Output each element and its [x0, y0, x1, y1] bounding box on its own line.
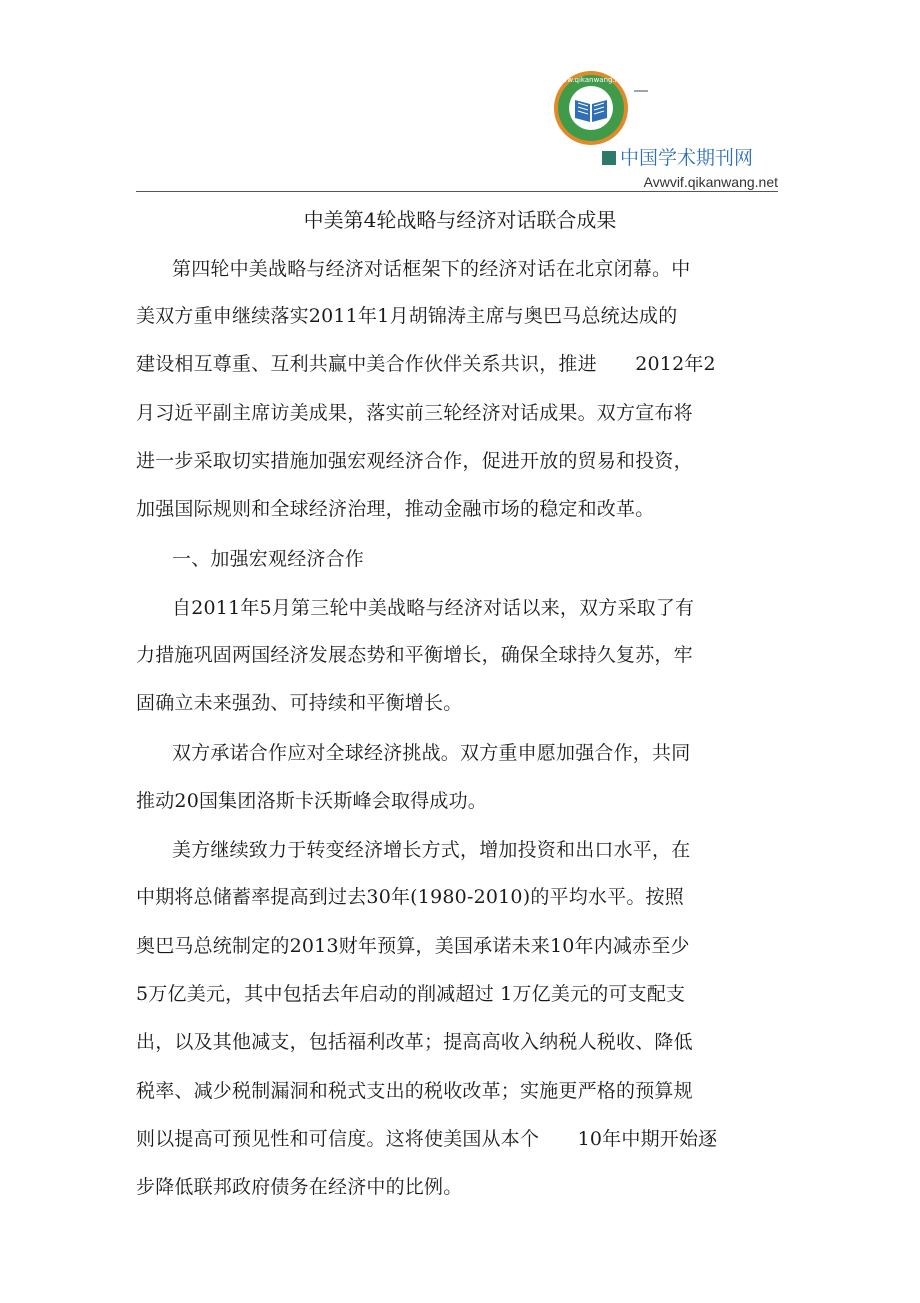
paragraph-line: 5万亿美元，其中包括去年启动的削减超过 1万亿美元的可支配支 — [136, 983, 686, 1005]
paragraph-line: 自2011年5月第三轮中美战略与经济对话以来，双方采取了有 — [172, 597, 695, 619]
site-name-square-icon — [602, 151, 616, 165]
paragraph-line: 美方继续致力于转变经济增长方式，增加投资和出口水平，在 — [172, 839, 691, 861]
paragraph-line: 力措施巩固两国经济发展态势和平衡增长，确保全球持久复苏，牢 — [136, 644, 693, 666]
paragraph-line: 第四轮中美战略与经济对话框架下的经济对话在北京闭幕。中 — [172, 258, 691, 280]
document-title: 中美第4轮战略与经济对话联合成果 — [303, 208, 617, 232]
svg-text:www.qikanwang.net: www.qikanwang.net — [555, 76, 627, 84]
section-heading: 一、加强宏观经济合作 — [172, 548, 365, 570]
paragraph-line: 则以提高可预见性和可信度。这将使美国从本个 10年中期开始逐 — [136, 1128, 718, 1150]
paragraph-line: 推动20国集团洛斯卡沃斯峰会取得成功。 — [136, 790, 487, 812]
site-name — [602, 146, 753, 170]
paragraph-line: 月习近平副主席访美成果，落实前三轮经济对话成果。双方宣布将 — [136, 402, 693, 424]
paragraph-line: 双方承诺合作应对全球经济挑战。双方重申愿加强合作，共同 — [172, 742, 691, 764]
paragraph-line: 中期将总储蓄率提高到过去30年(1980-2010)的平均水平。按照 — [136, 886, 684, 908]
paragraph-line: 步降低联邦政府债务在经济中的比例。 — [136, 1176, 463, 1198]
paragraph-line: 美双方重申继续落实2011年1月胡锦涛主席与奥巴马总统达成的 — [136, 305, 678, 327]
paragraph-line: 出，以及其他减支，包括福利改革；提高高收入纳税人税收、降低 — [136, 1031, 693, 1053]
paragraph-line: 加强国际规则和全球经济治理，推动金融市场的稳定和改革。 — [136, 498, 655, 520]
site-name-text: 中国学术期刊网 — [620, 147, 754, 169]
header-divider — [136, 191, 778, 192]
journal-seal-logo — [553, 70, 629, 146]
paragraph-line: 固确立未来强劲、可持续和平衡增长。 — [136, 692, 463, 714]
paragraph-line: 建设相互尊重、互利共赢中美合作伙伴关系共识，推进 2012年2 — [136, 353, 716, 375]
site-url: Avwvif.qikanwang.net — [643, 174, 778, 190]
paragraph-line: 税率、减少税制漏洞和税式支出的税收改革；实施更严格的预算规 — [136, 1080, 693, 1102]
paragraph-line: 奥巴马总统制定的2013财年预算，美国承诺未来10年内减赤至少 — [136, 935, 690, 957]
paragraph-line: 进一步采取切实措施加强宏观经济合作，促进开放的贸易和投资， — [136, 450, 693, 472]
logo-divider — [634, 90, 648, 92]
